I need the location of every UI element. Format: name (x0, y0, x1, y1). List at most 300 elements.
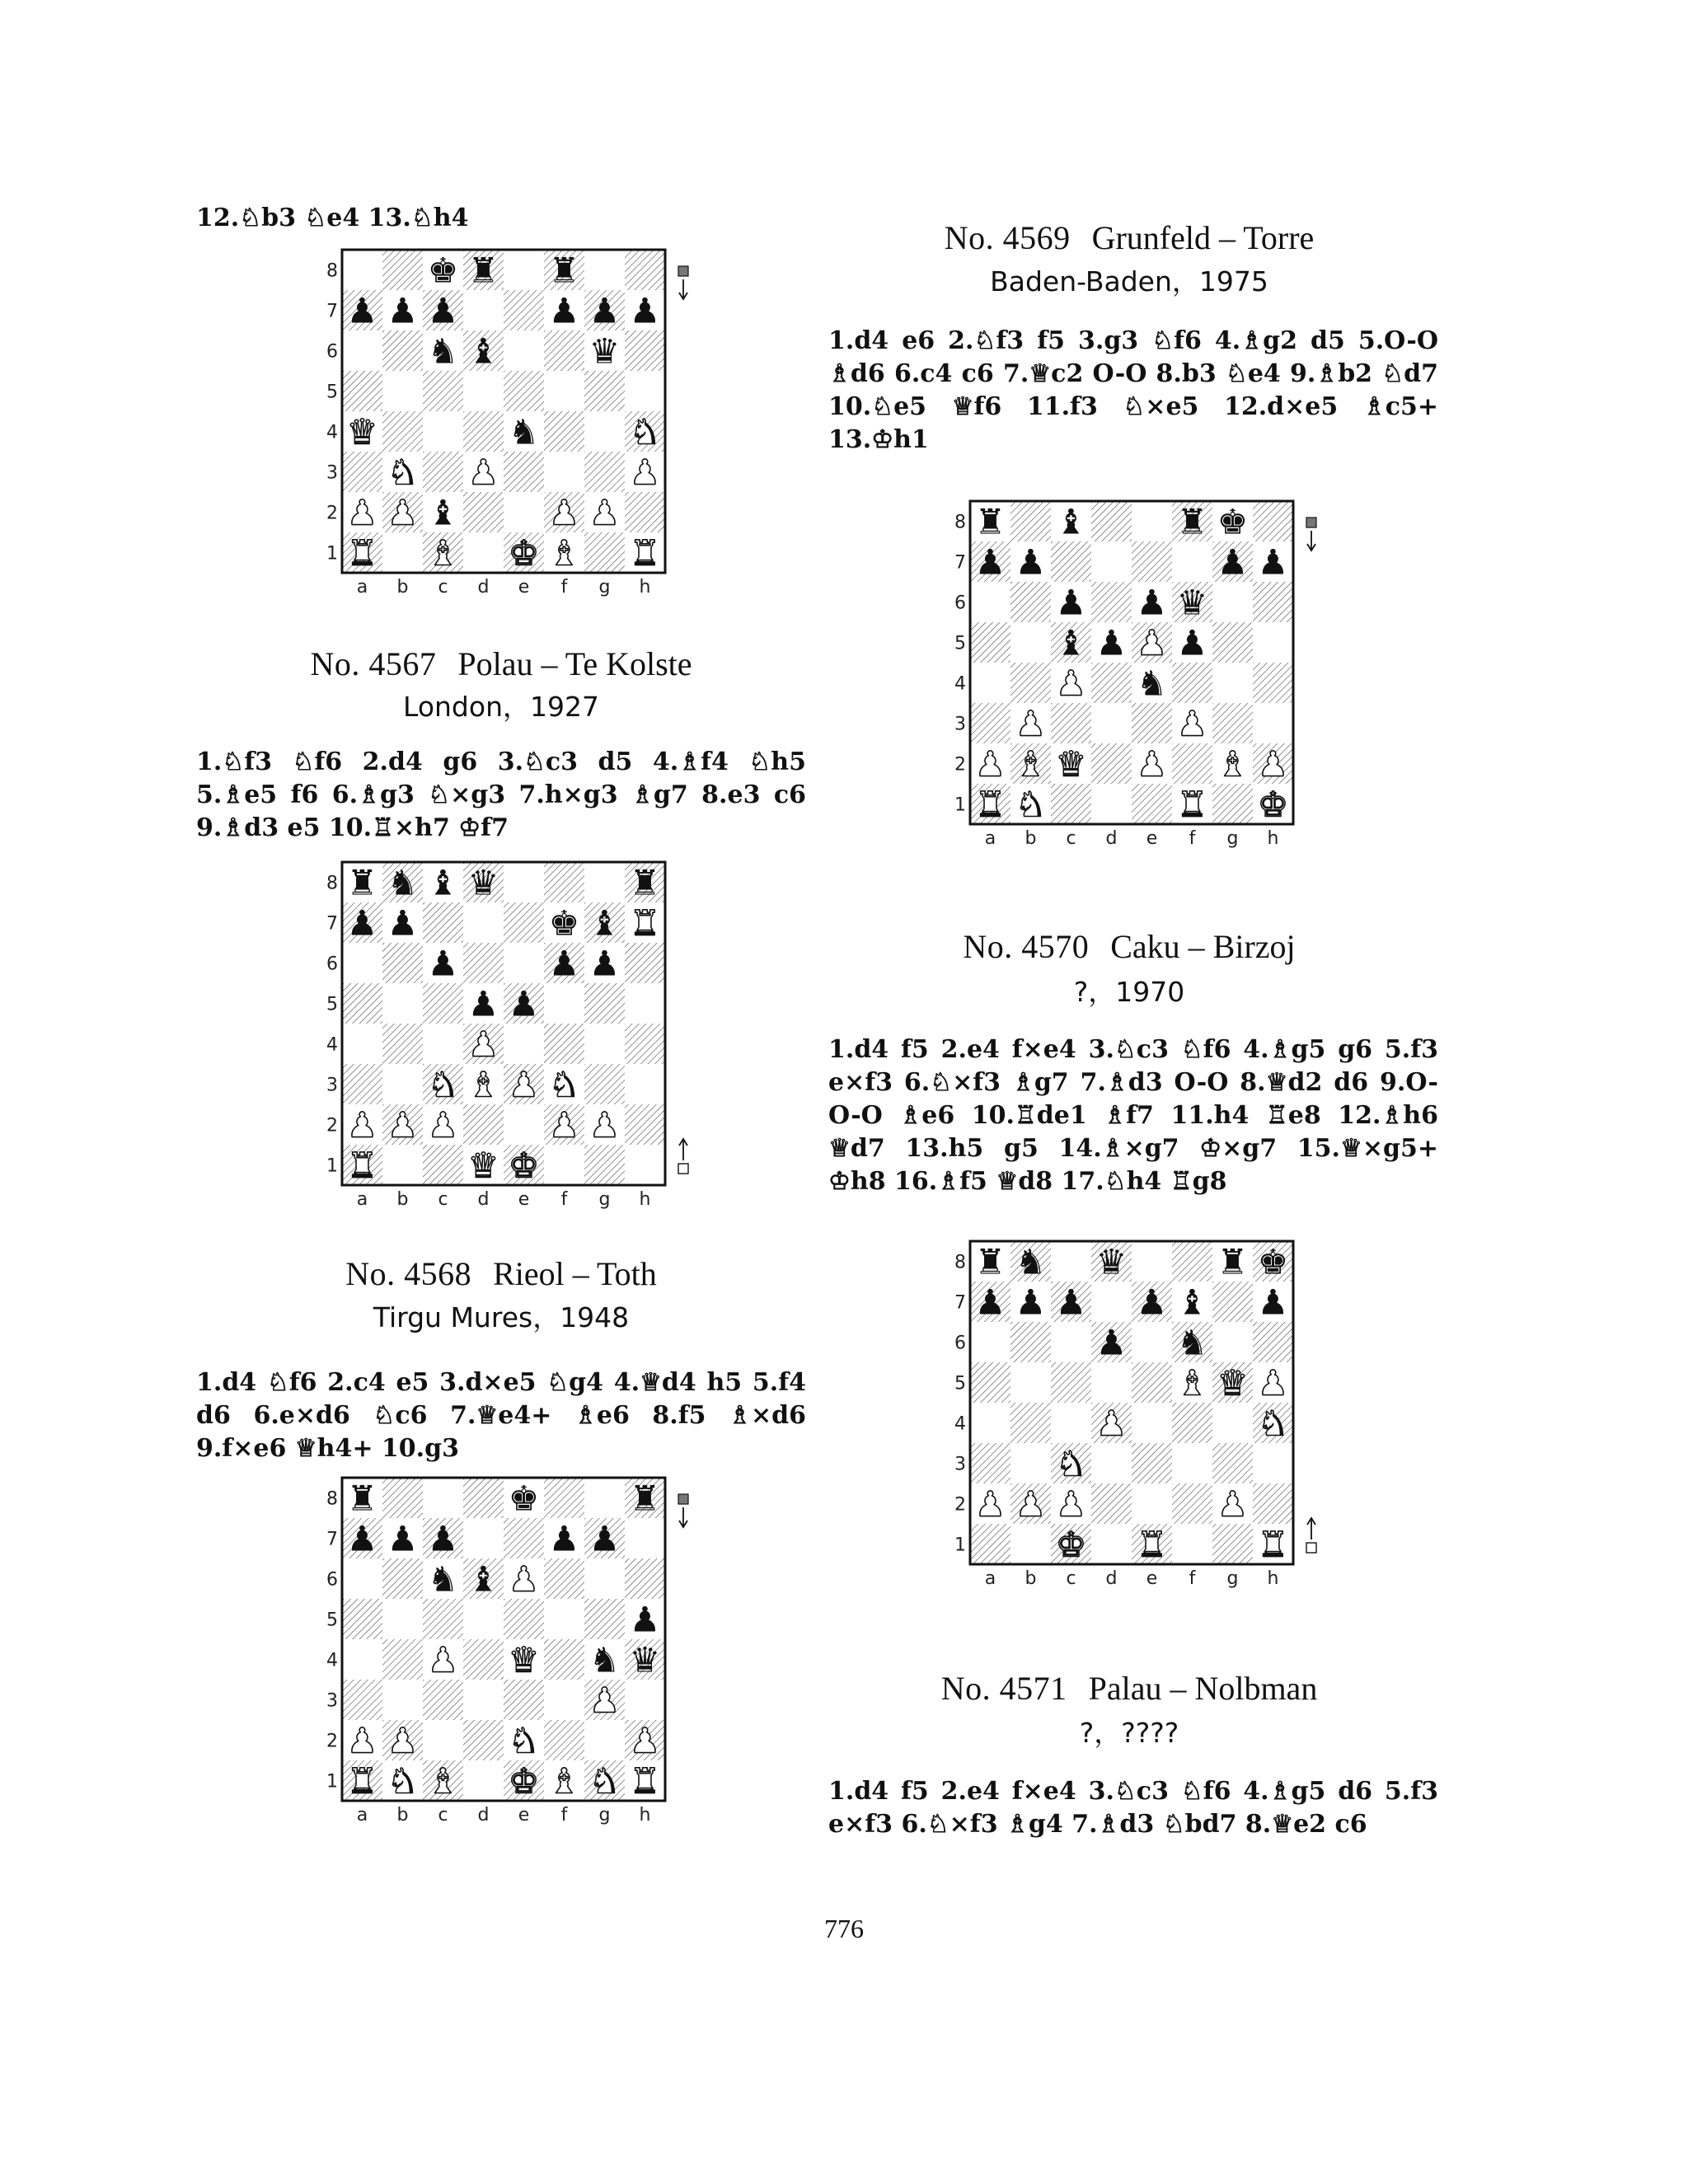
black-knight-piece (589, 1640, 621, 1680)
black-pawn-piece (549, 1519, 580, 1559)
chessboard-4569 (941, 499, 1329, 861)
svg-text:♞: ♞ (508, 1720, 540, 1761)
svg-text:♜: ♜ (1176, 784, 1208, 825)
square-g1 (584, 532, 625, 573)
white-rook-piece (630, 903, 661, 944)
svg-text:♟: ♟ (548, 290, 580, 331)
black-bishop-piece (1056, 502, 1087, 542)
svg-text:♛: ♛ (588, 330, 621, 372)
rank-label: 1 (326, 543, 338, 565)
svg-text:♞: ♞ (1015, 1241, 1047, 1282)
white-pawn-piece (1258, 744, 1289, 785)
game-title-4568 (196, 1254, 806, 1293)
square-b5 (382, 1599, 423, 1639)
svg-text:♟: ♟ (1257, 541, 1289, 583)
svg-text:♟: ♟ (427, 290, 459, 331)
svg-text:♟: ♟ (1136, 1282, 1168, 1323)
square-c7 (423, 902, 463, 943)
svg-text:♟: ♟ (1217, 541, 1249, 583)
svg-text:♟: ♟ (387, 1518, 419, 1559)
svg-text:♝: ♝ (588, 902, 621, 944)
black-pawn-piece (549, 291, 580, 331)
rank-label: 4 (954, 673, 966, 695)
svg-text:♟: ♟ (588, 1104, 621, 1146)
square-a5 (970, 622, 1010, 663)
white-pawn-piece (589, 1680, 621, 1721)
square-e6 (1132, 1322, 1172, 1362)
black-pawn-piece (1056, 1282, 1087, 1323)
black-pawn-piece (428, 1519, 459, 1559)
square-b5 (382, 371, 423, 411)
white-pawn-piece (975, 1484, 1006, 1525)
svg-text:♛: ♛ (467, 1145, 499, 1186)
chessboard-4568 (313, 1475, 701, 1838)
black-queen-piece (468, 863, 499, 903)
square-g1 (584, 1145, 625, 1185)
svg-text:♜: ♜ (346, 1760, 378, 1802)
square-g8 (584, 250, 625, 290)
svg-text:♛: ♛ (1055, 743, 1087, 785)
svg-text:♝: ♝ (427, 532, 459, 574)
black-pawn-piece (1096, 623, 1128, 663)
svg-text:♟: ♟ (1015, 1282, 1047, 1323)
black-pawn-piece (1177, 623, 1208, 663)
square-a1 (970, 1524, 1010, 1564)
white-pawn-piece (1217, 1484, 1249, 1525)
game-number: No. 4570 (963, 928, 1090, 965)
svg-text:♟: ♟ (346, 1518, 378, 1559)
rank-label: 6 (326, 341, 338, 363)
rank-label: 8 (326, 1488, 338, 1510)
square-g4 (1212, 1403, 1253, 1443)
svg-text:♟: ♟ (1055, 582, 1087, 623)
svg-text:♝: ♝ (427, 1760, 459, 1802)
rank-label: 6 (326, 954, 338, 975)
square-g7 (1212, 1282, 1253, 1322)
square-e6 (504, 330, 544, 371)
black-pawn-piece (1217, 542, 1249, 583)
square-c4 (423, 1024, 463, 1064)
svg-text:♜: ♜ (1136, 1524, 1168, 1565)
square-b1 (1010, 1524, 1051, 1564)
file-label: c (438, 1189, 448, 1210)
square-g6 (584, 1558, 625, 1599)
svg-text:♜: ♜ (467, 250, 499, 291)
square-d7 (463, 1518, 504, 1558)
square-e2 (504, 492, 544, 532)
black-pawn-piece (589, 291, 621, 331)
svg-text:♟: ♟ (1136, 622, 1168, 663)
square-f8 (544, 862, 584, 902)
black-pawn-piece (549, 944, 580, 984)
svg-text:♟: ♟ (588, 492, 621, 533)
game-moves-4570: 1.d4 f5 2.e4 f×e4 3.♘c3 ♘f6 4.♗g5 g6 5.f3 e×f3 6.♘×f3 ♗g7 7.♗d3 O-O 8.♕d2 d6 9.O-O-O ♗e6 10.♖de1 ♗f7 11.h4 ♖e8 12.♗h6 ♕d7 13.h5 g5 14.♗×g7 ♔×g7 15.♕×g5+ ♔h8 16.♗f5 ♕d8 17.♘h4 ♖g8 (828, 1035, 1438, 1196)
square-a3 (342, 1064, 382, 1104)
file-label: g (598, 1189, 611, 1210)
square-e3 (504, 1680, 544, 1720)
white-king-piece (509, 1146, 540, 1186)
white-queen-piece (1056, 744, 1087, 785)
white-pawn-piece (630, 452, 661, 493)
game-number: No. 4569 (944, 219, 1071, 256)
square-e8 (1132, 1241, 1172, 1282)
square-b3 (382, 1064, 423, 1104)
black-pawn-piece (1015, 1282, 1047, 1323)
square-c8 (423, 1478, 463, 1518)
file-label: e (518, 1189, 530, 1210)
file-label: f (1189, 828, 1196, 849)
square-c5 (423, 983, 463, 1024)
file-label: c (1066, 1568, 1076, 1589)
white-pawn-piece (387, 493, 419, 533)
square-b1 (382, 1145, 423, 1185)
square-e3 (1132, 1443, 1172, 1483)
square-g3 (1212, 703, 1253, 743)
file-label: b (396, 577, 409, 598)
svg-text:♟: ♟ (1055, 1282, 1087, 1323)
black-king-piece (1217, 502, 1249, 542)
square-f5 (544, 1599, 584, 1639)
file-label: c (438, 1805, 448, 1825)
white-knight-piece (509, 1721, 540, 1761)
white-queen-piece (1217, 1363, 1249, 1404)
white-pawn-piece (1096, 1404, 1128, 1444)
svg-text:♟: ♟ (1217, 1483, 1249, 1525)
black-to-move-indicator (1306, 518, 1316, 551)
white-knight-piece (589, 1761, 621, 1802)
svg-text:♟: ♟ (346, 492, 378, 533)
white-pawn-piece (1137, 744, 1168, 785)
square-f3 (544, 1680, 584, 1720)
square-d1 (1091, 784, 1132, 824)
svg-text:♜: ♜ (974, 501, 1006, 542)
square-h6 (1253, 1322, 1293, 1362)
black-rook-piece (468, 251, 499, 291)
square-b8 (1010, 501, 1051, 541)
square-e4 (1132, 1403, 1172, 1443)
black-pawn-piece (1137, 583, 1168, 623)
square-h3 (625, 1680, 665, 1720)
white-pawn-piece (549, 1105, 580, 1146)
svg-text:♟: ♟ (1136, 582, 1168, 623)
square-h5 (625, 371, 665, 411)
game-number: No. 4567 (310, 645, 437, 682)
svg-text:♝: ♝ (1176, 1362, 1208, 1404)
svg-text:♟: ♟ (588, 1680, 621, 1721)
square-b1 (382, 532, 423, 573)
game-event-4569: Baden-Baden，1975 (990, 265, 1268, 298)
white-king-piece (1258, 785, 1289, 825)
square-d3 (1091, 703, 1132, 743)
square-f2 (544, 1720, 584, 1760)
black-pawn-piece (428, 291, 459, 331)
svg-text:♟: ♟ (974, 1282, 1006, 1323)
white-king-piece (509, 533, 540, 574)
square-b6 (382, 943, 423, 983)
square-a3 (342, 1680, 382, 1720)
file-label: h (639, 1805, 651, 1825)
square-f4 (544, 1024, 584, 1064)
square-g6 (1212, 1322, 1253, 1362)
square-f3 (544, 452, 584, 492)
svg-text:♞: ♞ (508, 411, 540, 452)
black-rook-piece (347, 863, 378, 903)
square-d4 (463, 411, 504, 452)
white-pawn-piece (509, 1065, 540, 1105)
file-label: f (560, 1189, 568, 1210)
square-c1 (1051, 784, 1091, 824)
svg-text:♟: ♟ (346, 1720, 378, 1761)
svg-text:♛: ♛ (346, 411, 378, 452)
square-b4 (382, 1024, 423, 1064)
svg-text:♟: ♟ (1257, 1362, 1289, 1404)
square-e8 (504, 250, 544, 290)
svg-text:♟: ♟ (588, 290, 621, 331)
svg-text:♟: ♟ (629, 290, 661, 331)
white-to-move-indicator (678, 1139, 688, 1174)
square-d1 (1091, 1524, 1132, 1564)
file-label: b (1025, 1568, 1037, 1589)
black-pawn-piece (387, 291, 419, 331)
black-pawn-piece (975, 542, 1006, 583)
rank-label: 2 (954, 754, 966, 776)
svg-text:♟: ♟ (1095, 1322, 1128, 1363)
black-pawn-piece (468, 984, 499, 1024)
file-label: a (984, 828, 996, 849)
rank-label: 4 (954, 1413, 966, 1435)
square-h6 (625, 330, 665, 371)
white-pawn-piece (428, 1640, 459, 1680)
black-rook-piece (975, 1242, 1006, 1282)
svg-text:♚: ♚ (508, 1478, 540, 1519)
square-c7 (1051, 541, 1091, 582)
white-knight-piece (387, 1761, 419, 1802)
black-knight-piece (1177, 1323, 1208, 1363)
black-pawn-piece (509, 984, 540, 1024)
file-label: h (639, 577, 651, 598)
black-pawn-piece (589, 1519, 621, 1559)
game-moves-4569: 1.d4 e6 2.♘f3 f5 3.g3 ♘f6 4.♗g2 d5 5.O-O ♗d6 6.c4 c6 7.♕c2 O-O 8.b3 ♘e4 9.♗b2 ♘d7 10.♘e5 ♕f6 11.f3 ♘×e5 12.d×e5 ♗c5+ 13.♔h1 (828, 326, 1438, 454)
svg-text:♟: ♟ (548, 492, 580, 533)
file-label: h (1267, 828, 1279, 849)
square-d8 (1091, 501, 1132, 541)
svg-text:♟: ♟ (346, 1104, 378, 1146)
file-label: d (477, 1189, 490, 1210)
rank-label: 5 (954, 1373, 966, 1394)
black-rook-piece (1177, 502, 1208, 542)
square-f5 (544, 983, 584, 1024)
page-number: 776 (824, 1914, 864, 1943)
square-d3 (463, 1680, 504, 1720)
black-pawn-piece (1015, 542, 1047, 583)
svg-text:♟: ♟ (629, 452, 661, 493)
file-label: e (1146, 1568, 1158, 1589)
square-a6 (342, 330, 382, 371)
svg-text:♟: ♟ (1176, 703, 1208, 744)
continuation-moves: 12.♘b3 ♘e4 13.♘h4 (196, 204, 469, 232)
black-pawn-piece (1137, 1282, 1168, 1323)
square-c4 (1051, 1403, 1091, 1443)
square-a3 (970, 1443, 1010, 1483)
white-pawn-piece (387, 1721, 419, 1761)
white-rook-piece (975, 785, 1006, 825)
svg-text:♟: ♟ (1015, 1483, 1047, 1525)
white-pawn-piece (1177, 704, 1208, 744)
square-g4 (1212, 663, 1253, 703)
black-to-move-indicator (678, 1494, 688, 1527)
white-pawn-piece (1258, 1363, 1289, 1404)
square-c5 (1051, 1362, 1091, 1403)
svg-text:♚: ♚ (427, 250, 459, 291)
square-c4 (423, 411, 463, 452)
square-b4 (1010, 1403, 1051, 1443)
square-a4 (970, 663, 1010, 703)
square-b5 (1010, 622, 1051, 663)
rank-label: 7 (954, 552, 966, 574)
svg-text:♞: ♞ (1055, 1443, 1087, 1484)
square-g5 (584, 1599, 625, 1639)
white-king-piece (509, 1761, 540, 1802)
black-knight-piece (387, 863, 419, 903)
game-moves-4571: 1.d4 f5 2.e4 f×e4 3.♘c3 ♘f6 4.♗g5 d6 5.f3 e×f3 6.♘×f3 ♗g4 7.♗d3 ♘bd7 8.♕e2 c6 (828, 1777, 1438, 1839)
white-pawn-piece (630, 1721, 661, 1761)
svg-text:♟: ♟ (387, 902, 419, 944)
svg-text:♜: ♜ (974, 784, 1006, 825)
square-d5 (463, 371, 504, 411)
black-pawn-piece (589, 944, 621, 984)
black-knight-piece (1015, 1242, 1047, 1282)
svg-text:♟: ♟ (1015, 541, 1047, 583)
svg-text:♜: ♜ (346, 532, 378, 574)
black-bishop-piece (1177, 1282, 1208, 1323)
svg-text:♞: ♞ (1257, 1403, 1289, 1444)
file-label: b (396, 1189, 409, 1210)
svg-text:♟: ♟ (1257, 1282, 1289, 1323)
black-bishop-piece (428, 863, 459, 903)
svg-text:♚: ♚ (1257, 784, 1289, 825)
svg-text:♞: ♞ (387, 452, 419, 493)
black-pawn-piece (347, 291, 378, 331)
black-queen-piece (1177, 583, 1208, 623)
rank-label: 4 (326, 422, 338, 443)
rank-label: 6 (954, 593, 966, 614)
square-h3 (1253, 1443, 1293, 1483)
white-to-move-indicator (1306, 1518, 1316, 1553)
white-bishop-piece (549, 533, 580, 574)
file-label: d (477, 577, 490, 598)
square-b5 (382, 983, 423, 1024)
square-g4 (584, 411, 625, 452)
black-rook-piece (549, 251, 580, 291)
svg-text:♞: ♞ (387, 1760, 419, 1802)
svg-text:♟: ♟ (346, 290, 378, 331)
square-d2 (463, 492, 504, 532)
square-e3 (504, 452, 544, 492)
square-g1 (1212, 784, 1253, 824)
square-a6 (970, 582, 1010, 622)
svg-text:♚: ♚ (1257, 1241, 1289, 1282)
square-g3 (584, 452, 625, 492)
square-e4 (504, 1024, 544, 1064)
white-queen-piece (347, 412, 378, 452)
svg-text:♟: ♟ (1176, 622, 1208, 663)
square-e8 (1132, 501, 1172, 541)
file-label: g (598, 577, 611, 598)
square-c3 (423, 452, 463, 492)
square-c3 (1051, 703, 1091, 743)
rank-label: 5 (326, 1610, 338, 1631)
black-pawn-piece (347, 1519, 378, 1559)
square-h8 (1253, 501, 1293, 541)
svg-text:♟: ♟ (1136, 743, 1168, 785)
rank-label: 8 (954, 1252, 966, 1273)
white-bishop-piece (1177, 1363, 1208, 1404)
game-event-4570: ?，1970 (1073, 976, 1185, 1008)
rank-label: 2 (326, 1115, 338, 1137)
rank-label: 4 (326, 1650, 338, 1671)
white-queen-piece (509, 1640, 540, 1680)
black-pawn-piece (975, 1282, 1006, 1323)
square-f8 (544, 1478, 584, 1518)
white-queen-piece (468, 1146, 499, 1186)
svg-text:♟: ♟ (974, 1483, 1006, 1525)
black-queen-piece (589, 331, 621, 372)
square-h2 (625, 1104, 665, 1145)
black-knight-piece (428, 1559, 459, 1600)
square-e7 (504, 902, 544, 943)
square-e5 (1132, 1362, 1172, 1403)
square-a5 (342, 1599, 382, 1639)
white-rook-piece (347, 1146, 378, 1186)
rank-label: 7 (326, 1529, 338, 1550)
svg-text:♜: ♜ (629, 902, 661, 944)
square-g2 (584, 1720, 625, 1760)
black-rook-piece (630, 1479, 661, 1519)
svg-text:♝: ♝ (467, 330, 499, 372)
svg-text:♟: ♟ (629, 1720, 661, 1761)
rank-label: 1 (954, 1535, 966, 1556)
black-pawn-piece (428, 944, 459, 984)
white-knight-piece (387, 452, 419, 493)
black-rook-piece (347, 1479, 378, 1519)
square-b8 (382, 1478, 423, 1518)
black-bishop-piece (468, 1559, 499, 1600)
square-d2 (1091, 743, 1132, 784)
svg-text:♞: ♞ (588, 1639, 621, 1680)
black-pawn-piece (347, 903, 378, 944)
square-g4 (584, 1024, 625, 1064)
svg-text:♚: ♚ (508, 1145, 540, 1186)
square-g3 (584, 1064, 625, 1104)
rank-label: 3 (954, 1454, 966, 1475)
svg-text:♜: ♜ (1217, 1241, 1249, 1282)
white-knight-piece (1056, 1444, 1087, 1484)
svg-text:♟: ♟ (588, 1518, 621, 1559)
square-d2 (1091, 1483, 1132, 1524)
square-a3 (342, 452, 382, 492)
white-pawn-piece (387, 1105, 419, 1146)
rank-label: 6 (326, 1569, 338, 1591)
black-king-piece (428, 251, 459, 291)
black-rook-piece (630, 863, 661, 903)
svg-text:♜: ♜ (629, 1760, 661, 1802)
white-pawn-piece (347, 493, 378, 533)
black-pawn-piece (387, 1519, 419, 1559)
svg-text:♟: ♟ (974, 541, 1006, 583)
svg-text:♜: ♜ (1176, 501, 1208, 542)
black-queen-piece (1096, 1242, 1128, 1282)
rank-label: 7 (954, 1292, 966, 1314)
